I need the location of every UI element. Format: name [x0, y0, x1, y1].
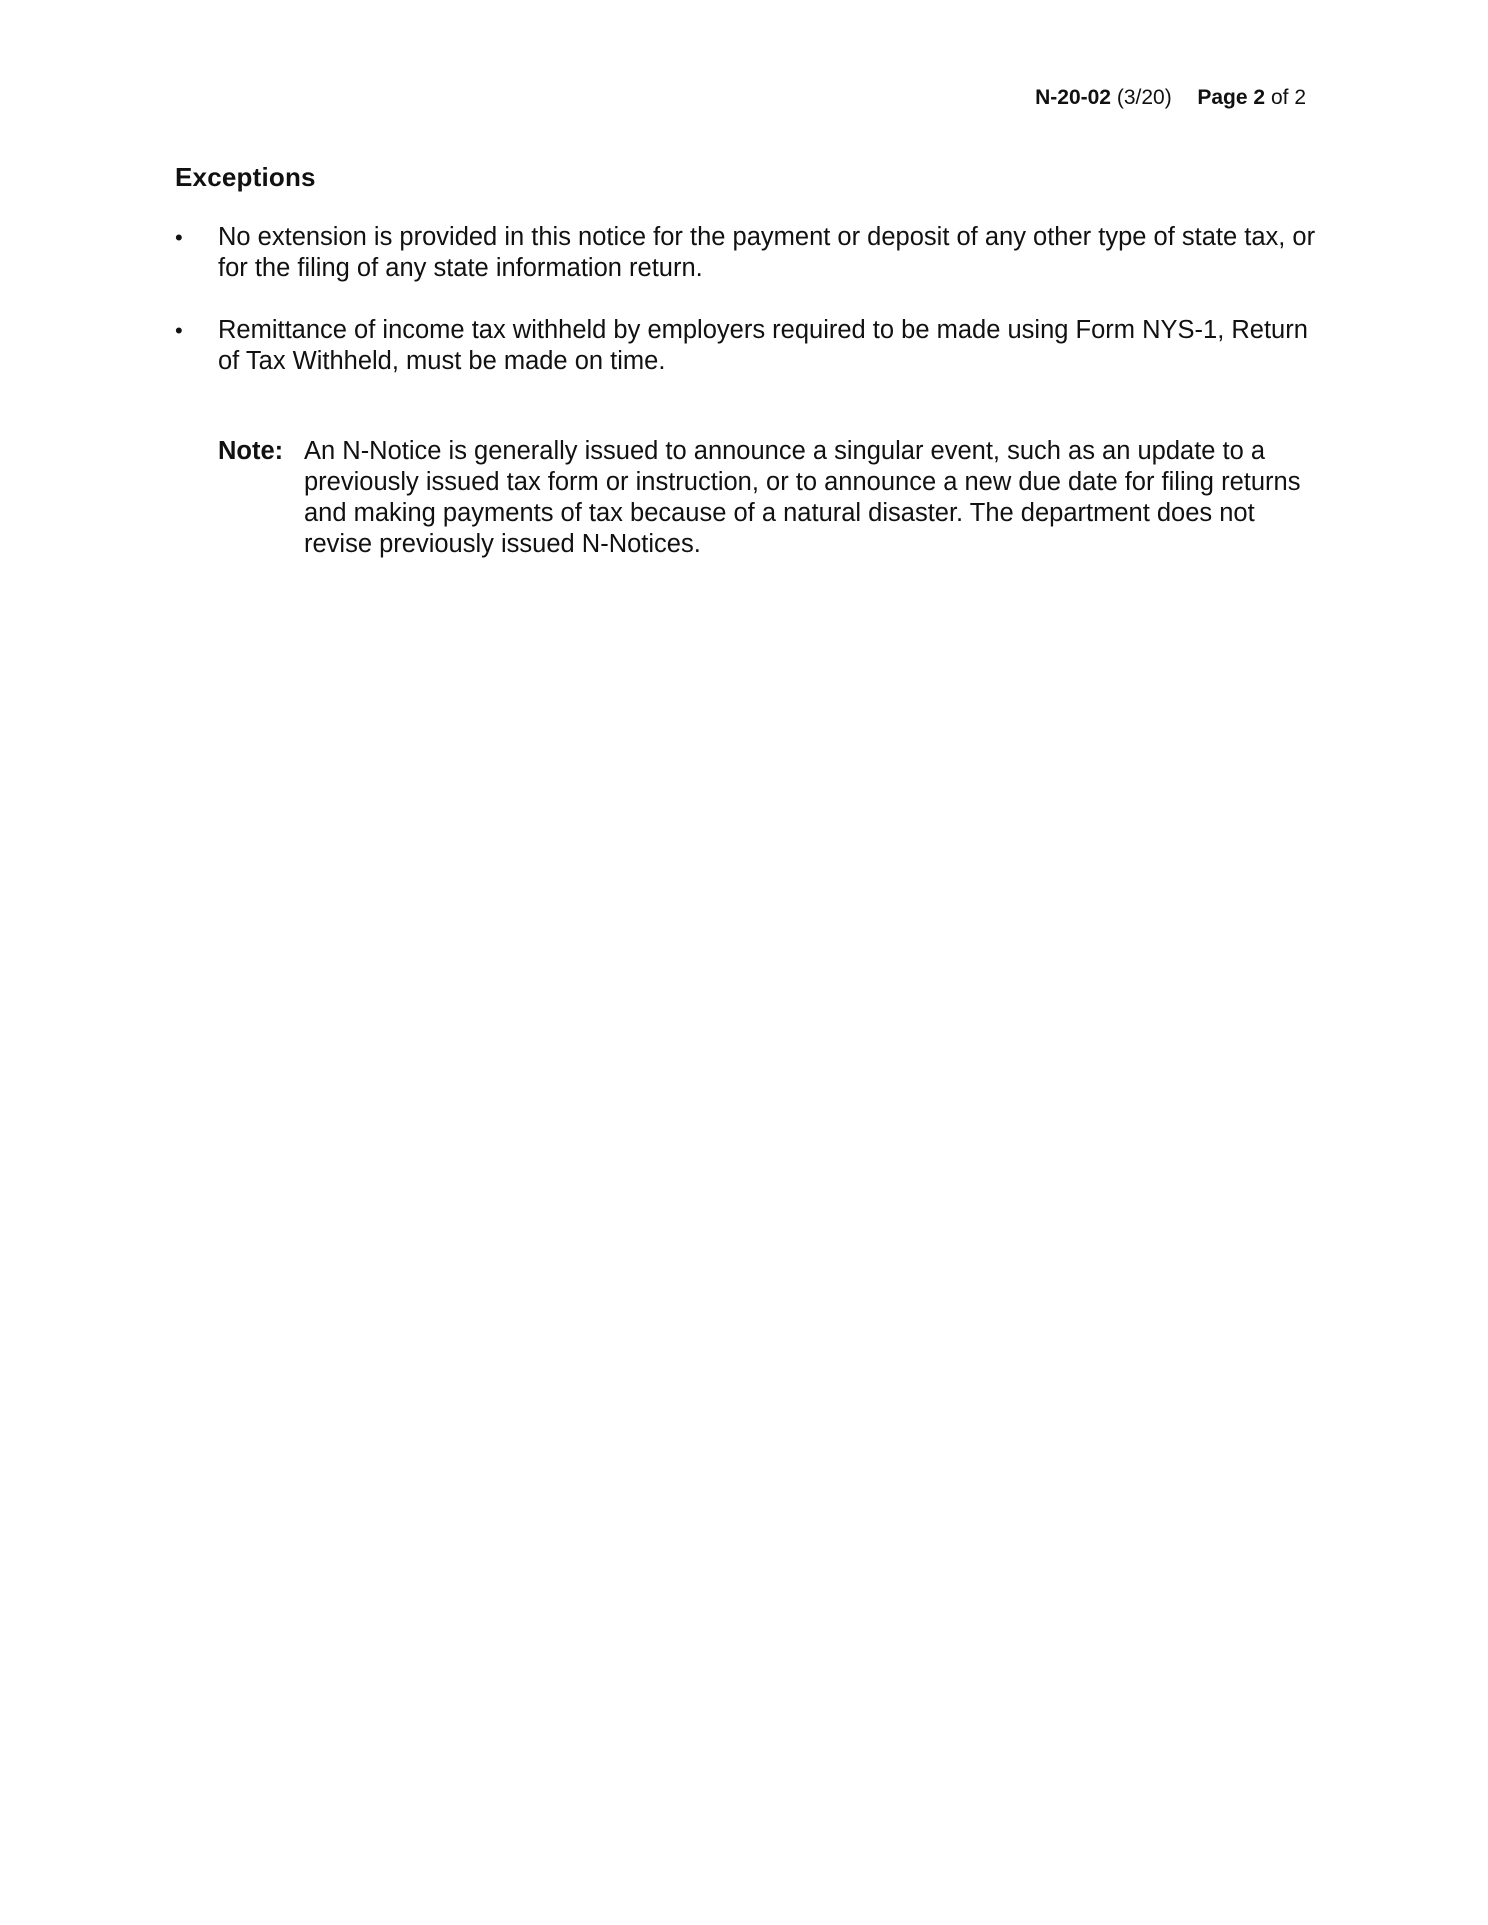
page-word: Page: [1197, 86, 1248, 109]
bullet-icon: •: [175, 318, 183, 343]
list-item: [175, 222, 1318, 284]
form-revision: (3/20): [1116, 86, 1172, 109]
list-item: [175, 315, 1318, 377]
note-label: Note:: [218, 437, 284, 465]
note-text: An N-Notice is generally issued to announce a singular event, such as an update to a previously issued tax form or instruction, or to announce a new due date for filing returns and making payments of tax because of a natural disaster. The department does not revise previously issued N-Notices.: [304, 437, 1301, 558]
bullet-icon: •: [175, 225, 183, 250]
bullet-text: Remittance of income tax withheld by employers required to be made using Form NYS-1, Return of Tax Withheld, must be made on time.: [218, 316, 1308, 375]
total-pages: 2: [1294, 86, 1306, 109]
page-number: 2: [1253, 86, 1266, 109]
page-header: [1035, 86, 1306, 110]
exceptions-list: [175, 222, 1316, 408]
bullet-text: No extension is provided in this notice for the payment or deposit of any other type of state tax, or for the filing of any state information return.: [218, 223, 1316, 282]
of-word: of: [1270, 86, 1289, 109]
section-title: Exceptions: [175, 162, 316, 192]
form-number: N-20-02: [1035, 86, 1111, 109]
note-block: [218, 436, 1308, 560]
